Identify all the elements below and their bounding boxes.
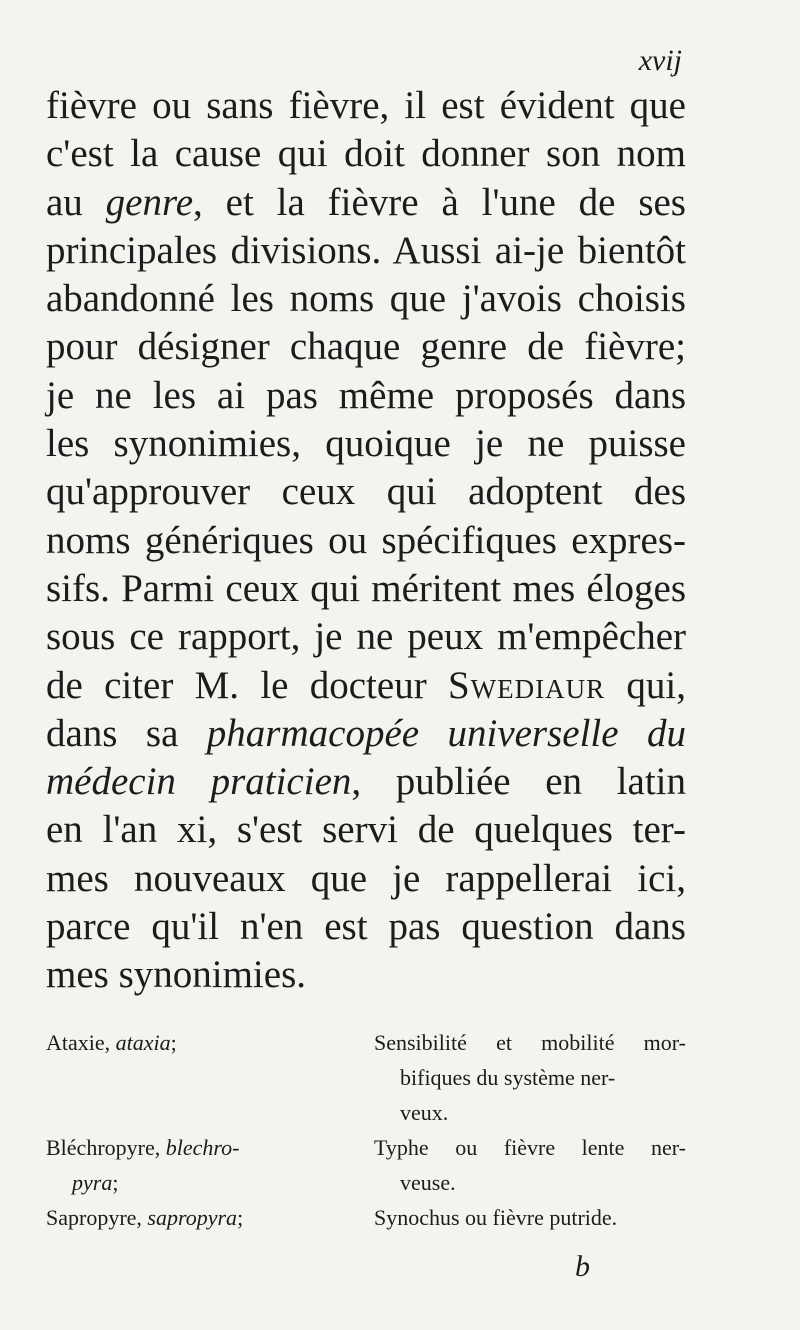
synonym-definition bbox=[374, 1130, 686, 1200]
italic-title: pharmacopée universelle du bbox=[206, 711, 686, 755]
text-run: de citer M. le docteur bbox=[46, 663, 448, 707]
body-line bbox=[46, 613, 686, 661]
text-run: sous ce rapport, je ne peux m'empêcher bbox=[46, 615, 686, 659]
body-line bbox=[46, 517, 686, 565]
body-line bbox=[46, 227, 686, 275]
definition-line: bifiques du système ner- bbox=[400, 1065, 616, 1090]
text-run: les synonimies, quoique je ne puisse bbox=[46, 422, 686, 466]
italic-title: médecin praticien bbox=[46, 760, 352, 804]
body-line bbox=[46, 372, 686, 420]
synonym-definitions-column bbox=[374, 1025, 686, 1235]
latin-name-continued: pyra bbox=[72, 1170, 113, 1195]
punctuation: ; bbox=[170, 1030, 177, 1055]
latin-name: sapropyra bbox=[147, 1205, 238, 1230]
punctuation: ; bbox=[112, 1170, 119, 1195]
text-run: parce qu'il n'en est pas question dans bbox=[46, 905, 686, 949]
definition-line: veuse. bbox=[400, 1170, 456, 1195]
text-run: , publiée en latin bbox=[351, 760, 687, 804]
definition-line: veux. bbox=[400, 1100, 449, 1125]
text-run: mes synonimies. bbox=[46, 953, 306, 997]
small-caps-name: Swediaur bbox=[447, 663, 606, 707]
body-line bbox=[46, 420, 686, 468]
synonym-term bbox=[46, 1200, 346, 1235]
italic-term: genre bbox=[105, 180, 194, 224]
definition-line: Typhe ou fièvre lente ner- bbox=[374, 1135, 686, 1160]
synonym-definition bbox=[374, 1200, 686, 1235]
synonym-term bbox=[46, 1130, 346, 1200]
latin-name: ataxia bbox=[115, 1030, 171, 1055]
definition-line: Sensibilité et mobilité mor- bbox=[374, 1030, 686, 1055]
signature-mark: b bbox=[575, 1250, 590, 1283]
text-run: abandonné les noms que j'avois choisis bbox=[46, 277, 686, 321]
text-run: au bbox=[46, 180, 106, 224]
body-line bbox=[46, 951, 686, 999]
body-paragraph bbox=[46, 82, 686, 1000]
synonym-term bbox=[46, 1025, 346, 1060]
text-run: principales divisions. Aussi ai-je bientôt bbox=[46, 228, 686, 272]
text-run: c'est la cause qui doit donner son nom bbox=[46, 132, 686, 176]
text-run: , et la fièvre à l'une de ses bbox=[193, 180, 686, 224]
body-line bbox=[46, 758, 686, 806]
latin-name: blechro- bbox=[165, 1135, 240, 1160]
body-line bbox=[46, 806, 686, 854]
body-line bbox=[46, 903, 686, 951]
text-run: dans sa bbox=[46, 711, 207, 755]
text-run: fièvre ou sans fièvre, il est évident que bbox=[46, 84, 686, 127]
text-run: sifs. Parmi ceux qui méritent mes éloges bbox=[46, 566, 686, 610]
term-name: Ataxie, bbox=[46, 1030, 116, 1055]
body-line bbox=[46, 468, 686, 516]
synonym-terms-column bbox=[46, 1025, 346, 1235]
body-line bbox=[46, 275, 686, 323]
body-line bbox=[46, 710, 686, 758]
term-name: Bléchropyre, bbox=[46, 1135, 166, 1160]
body-line bbox=[46, 179, 686, 227]
body-line bbox=[46, 130, 686, 178]
page-folio: xvij bbox=[638, 44, 682, 77]
definition-line: Synochus ou fièvre putride. bbox=[374, 1205, 618, 1230]
text-run: mes nouveaux que je rappellerai ici, bbox=[46, 856, 686, 900]
text-run: qui, bbox=[605, 663, 686, 707]
body-line bbox=[46, 855, 686, 903]
text-run: je ne les ai pas même proposés dans bbox=[46, 373, 686, 417]
body-line bbox=[46, 82, 686, 130]
body-line bbox=[46, 662, 686, 710]
text-run: en l'an xi, s'est servi de quelques ter- bbox=[46, 808, 686, 852]
synonym-definition bbox=[374, 1025, 686, 1130]
text-run: qu'approuver ceux qui adoptent des bbox=[46, 470, 686, 514]
body-line bbox=[46, 323, 686, 371]
term-name: Sapropyre, bbox=[46, 1205, 148, 1230]
text-run: noms génériques ou spécifiques expres- bbox=[46, 518, 686, 562]
punctuation: ; bbox=[237, 1205, 244, 1230]
text-run: pour désigner chaque genre de fièvre; bbox=[46, 325, 686, 369]
body-line bbox=[46, 565, 686, 613]
